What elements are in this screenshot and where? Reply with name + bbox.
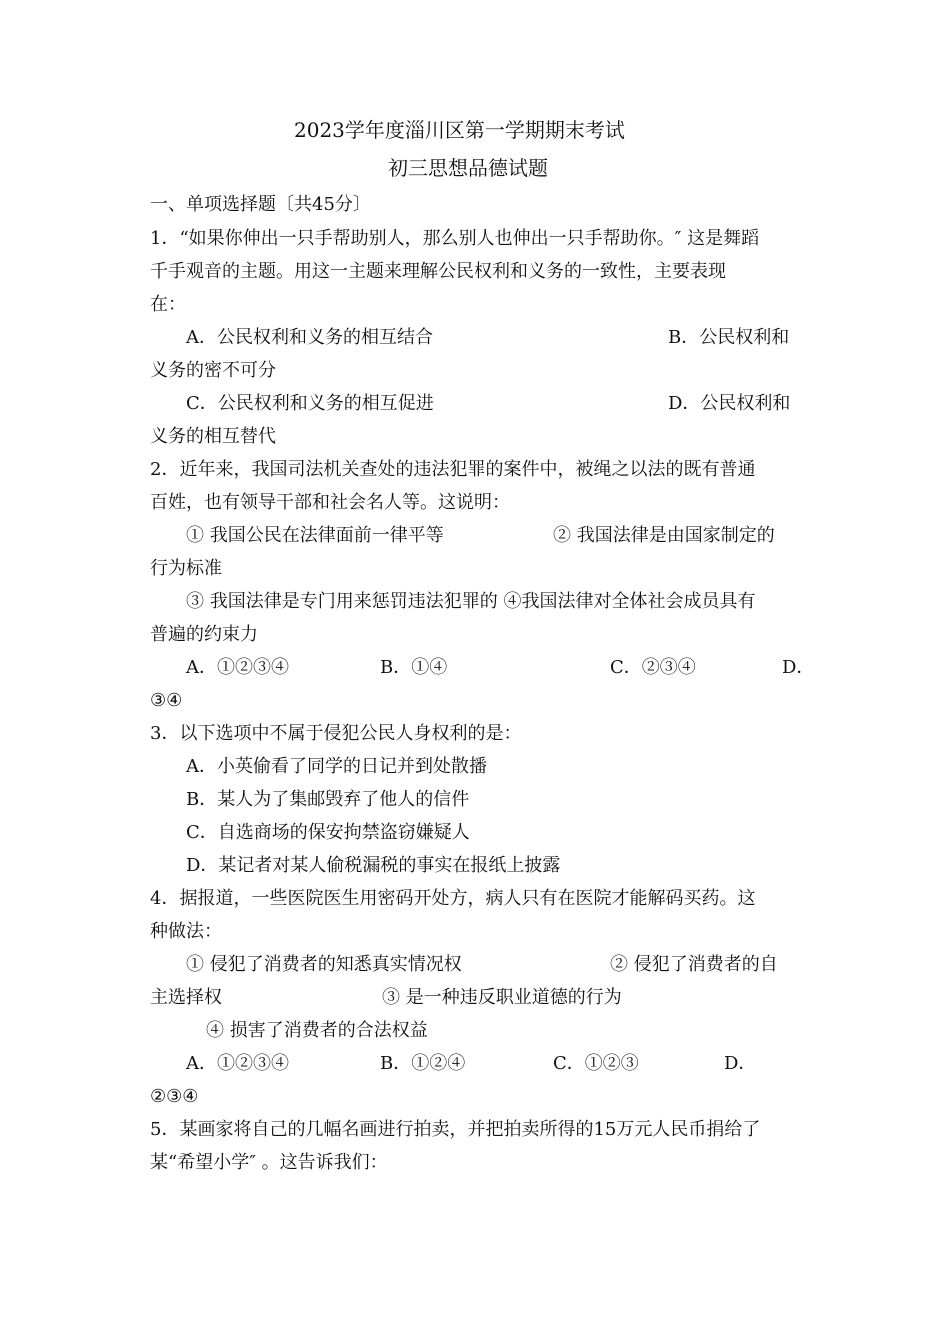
q5-line-2: 某“希望小学″ 。这告诉我们：	[150, 1152, 388, 1173]
q1-option-a: A．公民权利和义务的相互结合	[186, 327, 433, 348]
q3-option-c: C．自选商场的保安拘禁盗窃嫌疑人	[186, 822, 470, 843]
q2-option-a: A．①②③④	[186, 657, 289, 678]
q5-line-1: 5．某画家将自己的几幅名画进行拍卖，并把拍卖所得的15万元人民币捐给了	[150, 1119, 761, 1140]
exam-subtitle: 初三思想品德试题	[388, 156, 548, 180]
q2-line-1: 2．近年来，我国司法机关查处的违法犯罪的案件中，被绳之以法的既有普通	[150, 459, 756, 480]
q4-option-b: B．①②④	[380, 1053, 466, 1074]
q4-option-d-cont: ②③④	[150, 1086, 199, 1107]
q1-line-2: 千手观音的主题。用这一主题来理解公民权利和义务的一致性，主要表现	[150, 261, 726, 282]
q2-line-2: 百姓，也有领导干部和社会名人等。这说明：	[150, 492, 510, 513]
q4-statement-2: ② 侵犯了消费者的自	[610, 954, 778, 975]
q2-statement-3-4: ③ 我国法律是专门用来惩罚违法犯罪的 ④我国法律对全体社会成员具有	[186, 591, 756, 612]
q3-option-b: B．某人为了集邮毁弃了他人的信件	[186, 789, 470, 810]
exam-title: 2023学年度淄川区第一学期期末考试	[294, 118, 625, 142]
q4-option-a: A．①②③④	[186, 1053, 289, 1074]
q3-option-d: D．某记者对某人偷税漏税的事实在报纸上披露	[186, 855, 561, 876]
q4-statement-2-cont: 主选择权	[150, 987, 222, 1008]
q4-statement-1: ① 侵犯了消费者的知悉真实情况权	[186, 954, 462, 975]
q4-statement-3: ③ 是一种违反职业道德的行为	[382, 987, 622, 1008]
q2-option-d-cont: ③④	[150, 690, 183, 711]
q4-line-2: 种做法：	[150, 921, 222, 942]
q3-line-1: 3．以下选项中不属于侵犯公民人身权利的是：	[150, 723, 522, 744]
q4-option-c: C．①②③	[553, 1053, 639, 1074]
q2-statement-2: ② 我国法律是由国家制定的	[553, 525, 775, 546]
q1-option-d-cont: 义务的相互替代	[150, 426, 276, 447]
q2-statement-1: ① 我国公民在法律面前一律平等	[186, 525, 444, 546]
q1-option-c: C．公民权利和义务的相互促进	[186, 393, 434, 414]
q2-option-d: D．	[782, 657, 815, 678]
q1-option-b: B．公民权利和	[668, 327, 790, 348]
section-heading: 一、单项选择题〔共45分〕	[150, 194, 371, 215]
q1-line-1: 1．“如果你伸出一只手帮助别人，那么别人也伸出一只手帮助你。″ 这是舞蹈	[150, 228, 760, 249]
q2-statement-2-cont: 行为标准	[150, 558, 222, 579]
q1-option-b-cont: 义务的密不可分	[150, 360, 276, 381]
q2-option-b: B．①④	[380, 657, 448, 678]
q3-option-a: A．小英偷看了同学的日记并到处散播	[186, 756, 487, 777]
q2-option-c: C．②③④	[610, 657, 696, 678]
q1-line-3: 在：	[150, 294, 186, 315]
q1-option-d: D．公民权利和	[668, 393, 791, 414]
q2-statement-4-cont: 普遍的约束力	[150, 624, 258, 645]
q4-statement-4: ④ 损害了消费者的合法权益	[206, 1020, 428, 1041]
q4-line-1: 4．据报道，一些医院医生用密码开处方，病人只有在医院才能解码买药。这	[150, 888, 756, 909]
q4-option-d: D．	[724, 1053, 757, 1074]
